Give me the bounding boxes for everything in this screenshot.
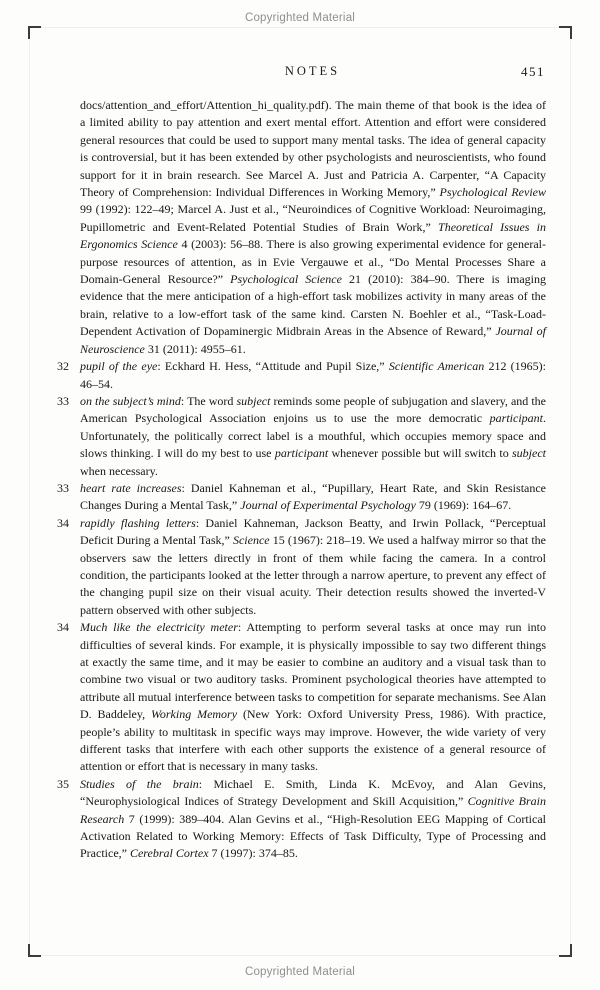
chapter-running-title: NOTES	[284, 64, 341, 78]
note-number: 34	[57, 620, 69, 635]
note-text: heart rate increases: Daniel Kahneman et al., “Pupillary, Heart Rate, and Skin Resistance Changes During a Mental Task,” Journal of Experimental Psychology 79 (1969): 164–67.	[80, 480, 546, 513]
running-head	[80, 64, 545, 82]
note-text: Much like the electricity meter: Attempting to perform several tasks at once may run into difficulties of several kinds. For example, it is physically impossible to say two different things at exactly the same time, and it may be easier to combine an auditory and a visual task than to combine two visual or two auditory tasks. Prominent psychological theories have attempted to attribute all mutual interference between tasks to competition for separate mechanisms. See Alan D. Baddeley, Working Memory (New York: Oxford University Press, 1986). With practice, people’s ability to multitask in specific ways may improve. However, the wide variety of very different tasks that interfere with each other supports the existence of a general resource of attention or effort that is necessary in many tasks.	[80, 620, 547, 774]
corner-mark-bottom-right	[559, 944, 572, 957]
note-text: docs/attention_and_effort/Attention_hi_quality.pdf). The main theme of that book is the idea of a limited ability to pay attention and exert mental effort. Attention and effort were considered general resources that could be used to support many mental tasks. The idea of general capacity is controversial, but it has been extended by other psychologists and neuroscientists, who found support for it in brain research. See Marcel A. Just and Patricia A. Carpenter, “A Capacity Theory of Comprehension: Individual Differences in Working Memory,” Psychological Review 99 (1992): 122–49; Marcel A. Just et al., “Neuroindices of Cognitive Workload: Neuroimaging, Pupillometric and Event-Related Potential Studies of Brain Work,” Theoretical Issues in Ergonomics Science 4 (2003): 56–88. There is also growing experimental evidence for general-purpose resources of attention, as in Evie Vergauwe et al., “Do Mental Processes Share a Domain-General Resource?” Psychological Science 21 (2010): 384–90. There is imaging evidence that the mere anticipation of a high-effort task mobilizes activity in many areas of the brain, relative to a low-effort task of the same kind. Carsten N. Boehler et al., “Task-Load-Dependent Activation of Dopaminergic Midbrain Areas in the Absence of Reward,” Journal of Neuroscience 31 (2011): 4955–61.	[80, 98, 547, 356]
note-text: on the subject’s mind: The word subject reminds some people of subjugation and slavery, and the American Psychological Association enjoins us to use the more democratic participant. Unfortunately, the politically correct label is a mouthful, which occupies memory space and slows thinking. I will do my best to use participant whenever possible but will switch to subject when necessary.	[80, 393, 547, 478]
copyright-watermark-bottom: Copyrighted Material	[244, 966, 356, 978]
note-entry	[57, 393, 546, 480]
note-number: 34	[57, 515, 69, 530]
note-entry	[57, 619, 546, 776]
notes-list	[57, 97, 546, 863]
note-number	[57, 97, 80, 358]
corner-mark-bottom-left	[28, 944, 41, 957]
note-entry	[57, 358, 546, 393]
note-number: 33	[57, 393, 69, 408]
note-entry	[57, 480, 546, 515]
corner-mark-top-left	[28, 26, 41, 39]
copyright-watermark-top: Copyrighted Material	[244, 12, 356, 24]
corner-mark-top-right	[559, 26, 572, 39]
note-number: 35	[57, 776, 69, 791]
page-number: 451	[521, 64, 545, 79]
note-entry	[57, 776, 546, 863]
note-text: rapidly flashing letters: Daniel Kahneman, Jackson Beatty, and Irwin Pollack, “Perceptual Deficit During a Mental Task,” Science 15 (1967): 218–19. We used a halfway mirror so that the observers saw the letters directly in front of them while facing the camera. In a control condition, the participants looked at the letter through a narrow aperture, to prevent any effect of the changing pupil size on their visual acuity. Their detection results showed the inverted-V pattern observed with other subjects.	[80, 515, 546, 617]
note-number: 33	[57, 480, 69, 495]
note-entry	[57, 515, 546, 619]
note-number: 32	[57, 359, 69, 374]
note-text: Studies of the brain: Michael E. Smith, Linda K. McEvoy, and Alan Gevins, “Neurophysiological Indices of Strategy Development and Skill Acquisition,” Cognitive Brain Research 7 (1999): 389–404. Alan Gevins et al., “High-Resolution EEG Mapping of Cortical Activation Related to Working Memory: Effects of Task Difficulty, Type of Processing and Practice,” Cerebral Cortex 7 (1997): 374–85.	[80, 776, 547, 861]
note-entry	[57, 97, 546, 358]
note-text: pupil of the eye: Eckhard H. Hess, “Attitude and Pupil Size,” Scientific American 212 (1965): 46–54.	[80, 359, 547, 391]
